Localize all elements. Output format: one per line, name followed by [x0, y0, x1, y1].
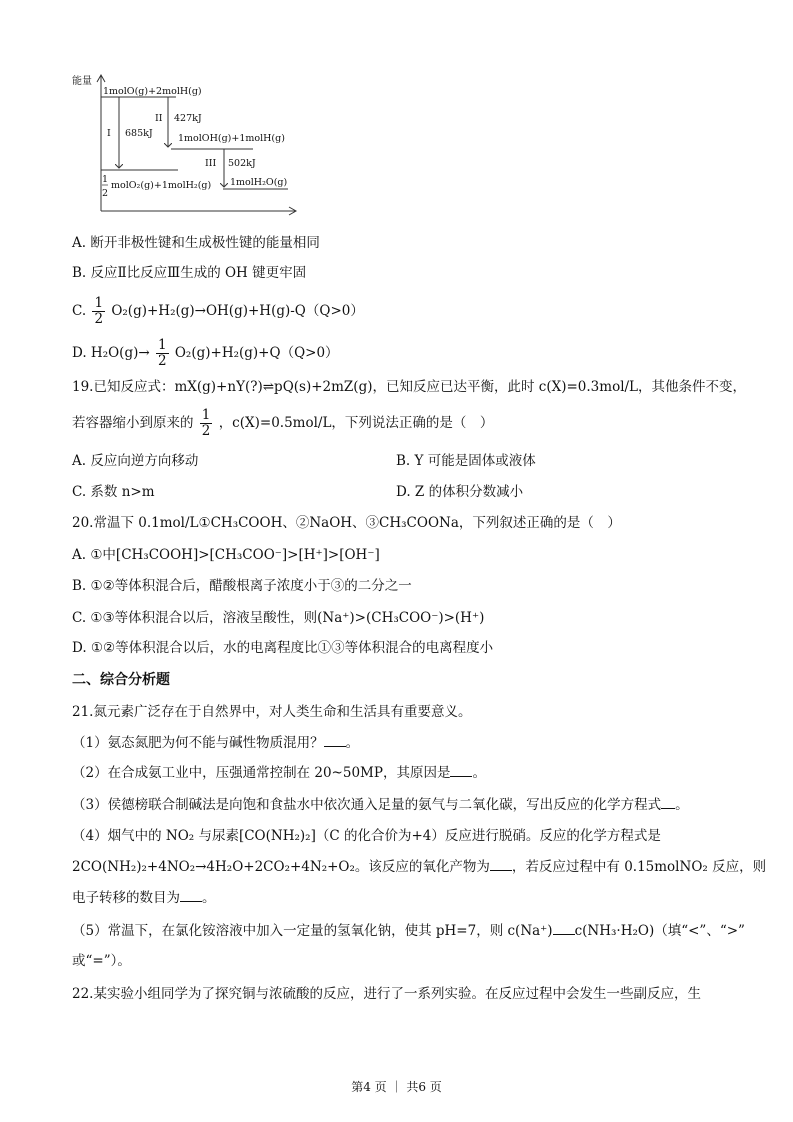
fraction-half: $\frac{1}{2}$	[94, 295, 104, 327]
level-bottom-right-label: 1molH₂O(g)	[230, 177, 288, 188]
answer-blank[interactable]	[490, 858, 512, 871]
section-heading: 二、综合分析题	[72, 672, 170, 688]
q21-part4-line1: （4）烟气中的 NO₂ 与尿素[CO(NH₂)₂]（C 的化合价为+4）反应进行脱硝。反应的化学方程式是	[72, 828, 661, 844]
q20-option-c: C. ①③等体积混合以后，溶液呈酸性，则(Na⁺)>(CH₃COO⁻)>(H⁺)	[72, 610, 485, 626]
q19-option-d: D. Z 的体积分数减小	[396, 484, 524, 500]
page-footer: 第4 页 ｜ 共6 页	[351, 1080, 442, 1094]
q19-option-a: A. 反应向逆方向移动	[72, 453, 199, 469]
fraction-half: $\frac{1}{2}$	[201, 407, 211, 439]
q21-part5-line2: 或“=”）。	[72, 953, 131, 969]
q21-stem: 21.氮元素广泛存在于自然界中，对人类生命和生活具有重要意义。	[72, 704, 472, 720]
energy-level-diagram	[68, 72, 308, 217]
q21-part3: （3）侯德榜联合制碱法是向饱和食盐水中依次通入足量的氨气与二氧化碳，写出反应的化学方程式 。	[72, 797, 689, 813]
q19-stem-line2: 若容器缩小到原来的 $\frac{1}{2}$ ，c(X)=0.5mol/L，下列说法正确的是（ ）	[72, 407, 494, 439]
q18-option-d: D. H₂O(g)→ $\frac{1}{2}$ O₂(g)+H₂(g)+Q（Q>0）	[72, 337, 339, 369]
svg-text:685kJ: 685kJ	[125, 128, 153, 139]
y-axis-label: 能量	[72, 76, 92, 87]
svg-text:I: I	[107, 128, 111, 139]
answer-blank[interactable]	[661, 796, 675, 809]
svg-text:502kJ: 502kJ	[228, 158, 256, 169]
svg-text:1: 1	[102, 174, 109, 185]
fraction-half: $\frac{1}{2}$	[157, 337, 167, 369]
q19-option-b: B. Y 可能是固体或液体	[396, 453, 536, 469]
q20-option-d: D. ①②等体积混合以后，水的电离程度比①③等体积混合的电离程度小	[72, 640, 494, 656]
q21-part4-line3: 电子转移的数目为 。	[72, 890, 216, 906]
q19-option-c: C. 系数 n>m	[72, 484, 155, 500]
level-bottom-left-label: molO₂(g)+1molH₂(g)	[111, 180, 212, 191]
q18-option-b: B. 反应Ⅱ比反应Ⅲ生成的 OH 键更牢固	[72, 265, 307, 281]
q21-part2: （2）在合成氨工业中，压强通常控制在 20~50MP，其原因是 。	[72, 765, 486, 781]
level-mid-label: 1molOH(g)+1molH(g)	[178, 133, 285, 144]
q21-part1: （1）氨态氮肥为何不能与碱性物质混用？ 。	[72, 735, 360, 751]
q21-part5-line1: （5）常温下，在氯化铵溶液中加入一定量的氢氧化钠，使其 pH=7，则 c(Na⁺) c(NH₃·H₂O)（填“<”、“>”	[72, 923, 745, 939]
q18-option-c: C. $\frac{1}{2}$ O₂(g)+H₂(g)→OH(g)+H(g)-Q（Q>0）	[72, 295, 364, 327]
answer-blank[interactable]	[553, 922, 575, 935]
level-top-label: 1molO(g)+2molH(g)	[103, 86, 202, 97]
answer-blank[interactable]	[324, 734, 346, 747]
q19-stem-line1: 19.已知反应式：mX(g)+nY(?)⇌pQ(s)+2mZ(g)，已知反应已达平衡，此时 c(X)=0.3mol/L，其他条件不变，	[72, 379, 747, 395]
q20-stem: 20.常温下 0.1mol/L①CH₃COOH、②NaOH、③CH₃COONa，下列叙述正确的是（ ）	[72, 515, 621, 531]
svg-text:III: III	[205, 158, 217, 169]
svg-text:II: II	[155, 113, 163, 124]
answer-blank[interactable]	[180, 889, 202, 902]
q20-option-b: B. ①②等体积混合后，醋酸根离子浓度小于③的二分之一	[72, 578, 412, 594]
q22-stem: 22.某实验小组同学为了探究铜与浓硫酸的反应，进行了一系列实验。在反应过程中会发生一些副反应，生	[72, 986, 701, 1002]
q18-option-a: A. 断开非极性键和生成极性键的能量相同	[72, 235, 320, 251]
svg-text:2: 2	[102, 188, 109, 199]
q21-part4-line2: 2CO(NH₂)₂+4NO₂→4H₂O+2CO₂+4N₂+O₂。该反应的氧化产物为 ，若反应过程中有 0.15molNO₂ 反应，则	[72, 859, 767, 875]
answer-blank[interactable]	[450, 764, 472, 777]
q20-option-a: A. ①中[CH₃COOH]>[CH₃COO⁻]>[H⁺]>[OH⁻]	[72, 547, 380, 563]
svg-text:427kJ: 427kJ	[174, 113, 202, 124]
